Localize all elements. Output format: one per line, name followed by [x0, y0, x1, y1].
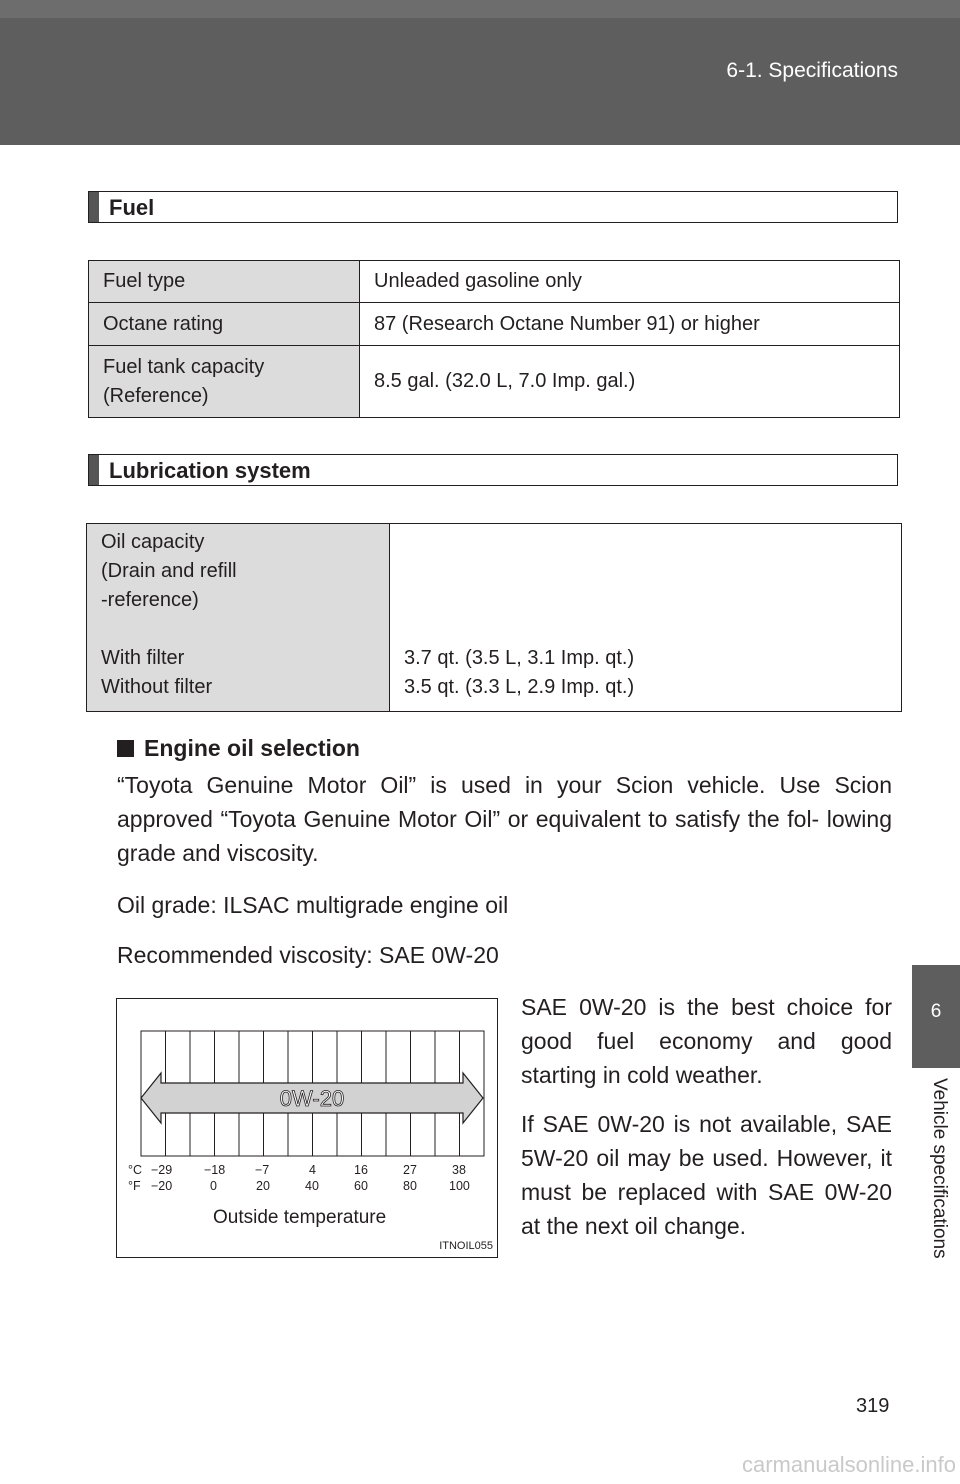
- fahrenheit-tick: 0: [210, 1179, 217, 1193]
- celsius-tick: 4: [309, 1163, 316, 1177]
- without-filter-value: 3.5 qt. (3.3 L, 2.9 Imp. qt.): [404, 676, 635, 698]
- oil-capacity-label-line1: Oil capacity: [101, 531, 205, 553]
- celsius-unit: °C: [128, 1163, 143, 1177]
- tank-capacity-label-line1: Fuel tank capacity: [103, 355, 265, 378]
- lubrication-heading: [88, 454, 898, 486]
- fahrenheit-tick: 60: [354, 1179, 368, 1193]
- table-row: [89, 346, 900, 418]
- celsius-tick: 27: [403, 1163, 417, 1177]
- fuel-type-label: Fuel type: [89, 261, 360, 303]
- oil-capacity-label: [87, 524, 390, 712]
- fahrenheit-tick: 80: [403, 1179, 417, 1193]
- oil-viscosity-text: Recommended viscosity: SAE 0W-20: [117, 942, 499, 968]
- figure-code: ITNOIL055: [439, 1240, 493, 1252]
- chapter-number: 6: [930, 1001, 942, 1022]
- celsius-tick: 38: [452, 1163, 466, 1177]
- octane-rating-label: Octane rating: [89, 303, 360, 346]
- fahrenheit-tick: 40: [305, 1179, 319, 1193]
- outside-temperature-label: Outside temperature: [213, 1207, 387, 1228]
- chapter-label: Vehicle specifications: [929, 1078, 950, 1259]
- with-filter-label: With filter: [101, 647, 185, 669]
- oil-grade-text: Oil grade: ILSAC multigrade engine oil: [117, 892, 509, 918]
- with-filter-value: 3.7 qt. (3.5 L, 3.1 Imp. qt.): [404, 647, 635, 669]
- viscosity-note-2: If SAE 0W-20 is not available, SAE 5W-20 oil may be used. However, it must be replaced with SAE 0W-20 at the next oil change.: [521, 1111, 892, 1239]
- section-breadcrumb: 6-1. Specifications: [726, 59, 898, 82]
- viscosity-note-1: SAE 0W-20 is the best choice for good fuel economy and good starting in cold weather.: [521, 994, 892, 1088]
- octane-rating-value: 87 (Research Octane Number 91) or higher: [360, 303, 900, 346]
- tank-capacity-label-line2: (Reference): [103, 384, 209, 407]
- oil-selection-heading-text: Engine oil selection: [144, 735, 360, 761]
- spacer: [101, 615, 389, 644]
- fahrenheit-tick: −20: [151, 1179, 173, 1193]
- page-number: 319: [856, 1395, 890, 1417]
- fuel-table: [88, 260, 900, 418]
- table-row: [87, 524, 902, 712]
- celsius-tick: −18: [204, 1163, 226, 1177]
- fahrenheit-tick: 20: [256, 1179, 270, 1193]
- without-filter-label: Without filter: [101, 676, 213, 698]
- viscosity-band-label: 0W-20: [279, 1086, 345, 1111]
- site-watermark: carmanualsonline.info: [741, 1452, 956, 1477]
- viscosity-chart-figure: [116, 998, 498, 1258]
- oil-capacity-label-line3: -reference): [101, 589, 199, 611]
- lubrication-heading-text: Lubrication system: [109, 458, 311, 483]
- chapter-tab: [912, 965, 960, 1068]
- celsius-tick: −7: [255, 1163, 270, 1177]
- tank-capacity-label: [89, 346, 360, 418]
- oil-capacity-label-line2: (Drain and refill: [101, 560, 237, 582]
- fahrenheit-unit: °F: [128, 1179, 141, 1193]
- celsius-tick: −29: [151, 1163, 173, 1177]
- celsius-tick: 16: [354, 1163, 368, 1177]
- table-row: [89, 303, 900, 346]
- square-bullet-icon: [117, 740, 134, 757]
- heading-accent: [89, 455, 99, 485]
- fuel-heading-text: Fuel: [109, 195, 155, 220]
- oil-capacity-values: [390, 524, 902, 712]
- lubrication-table: [86, 523, 902, 712]
- heading-accent: [89, 192, 99, 222]
- oil-selection-paragraph: “Toyota Genuine Motor Oil” is used in your Scion vehicle. Use Scion approved “Toyota Genuine Motor Oil” or equivalent to satisfy the fol- lowing grade and viscosity.: [117, 772, 892, 866]
- tank-capacity-value: 8.5 gal. (32.0 L, 7.0 Imp. gal.): [360, 346, 900, 418]
- table-row: [89, 261, 900, 303]
- fuel-heading: [88, 191, 898, 223]
- oil-selection-heading: [117, 735, 360, 762]
- fuel-type-value: Unleaded gasoline only: [360, 261, 900, 303]
- fahrenheit-tick: 100: [449, 1179, 470, 1193]
